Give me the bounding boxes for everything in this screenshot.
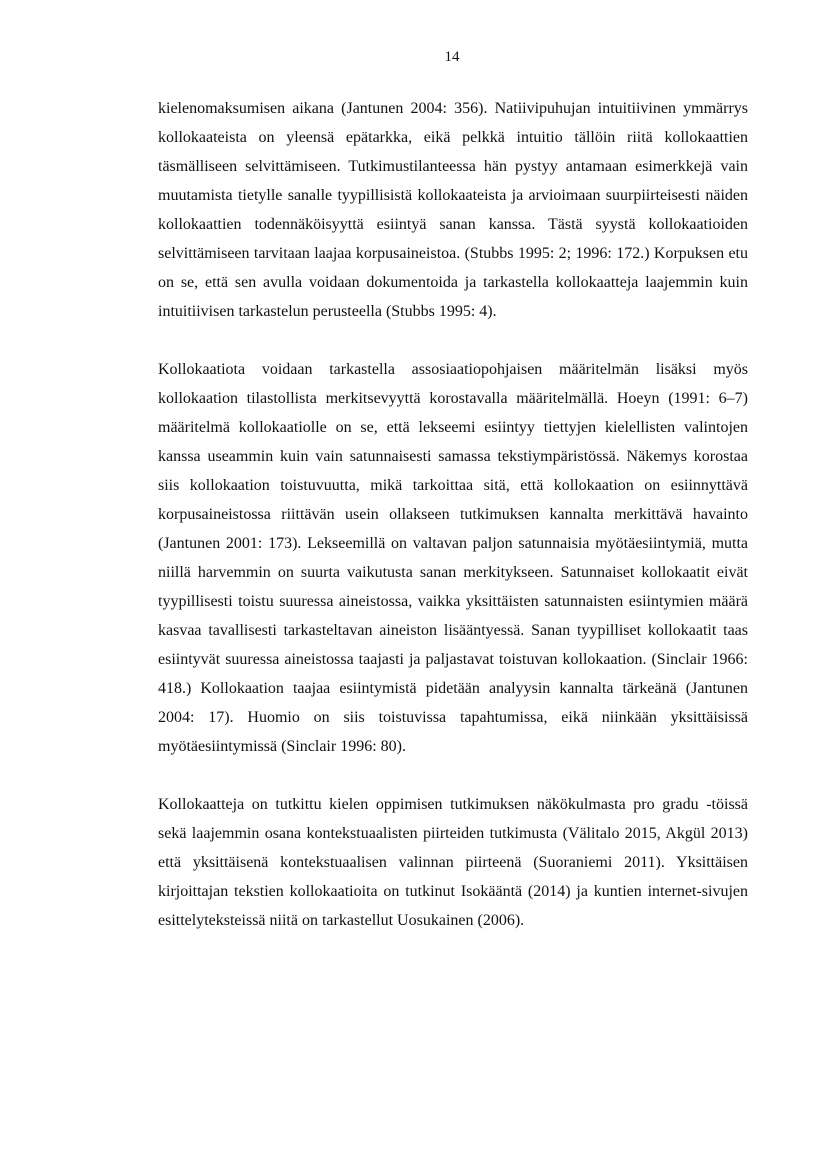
body-text [158, 94, 748, 964]
paragraph-2: Kollokaatiota voidaan tarkastella assosiaatiopohjaisen määritelmän lisäksi myös kollokaation tilastollista merkitsevyyttä korostavalla määritelmällä. Hoeyn (1991: 6–7) määritelmä kollokaatiolle on se, että lekseemi esiintyy tiettyjen kielellisten valintojen kanssa useammin kuin vain satunnaisesti samassa tekstiympäristössä. Näkemys korostaa siis kollokaation toistuvuutta, mikä tarkoittaa sitä, että kollokaation on esiinnyttävä korpusaineistossa riittävän usein ollakseen tutkimuksen kannalta merkittävä havainto (Jantunen 2001: 173). Lekseemillä on valtavan paljon satunnaisia myötäesiintymiä, mutta niillä harvemmin on suurta vaikutusta sanan merkitykseen. Satunnaiset kollokaatit eivät tyypillisesti toistu suuressa aineistossa, vaikka yksittäisten satunnaisten esiintymien määrä kasvaa tavallisesti tarkasteltavan aineiston lisääntyessä. Sanan tyypilliset kollokaatit taas esiintyvät suuressa aineistossa taajasti ja paljastavat toistuvan kollokaation. (Sinclair 1966: 418.) Kollokaation taajaa esiintymistä pidetään analyysin kannalta tärkeänä (Jantunen 2004: 17). Huomio on siis toistuvissa tapahtumissa, eikä niinkään yksittäisissä myötäesiintymissä (Sinclair 1996: 80). [158, 361, 748, 755]
paragraph-3: Kollokaatteja on tutkittu kielen oppimisen tutkimuksen näkökulmasta pro gradu -töissä sekä laajemmin osana kontekstuaalisten piirteiden tutkimusta (Välitalo 2015, Akgül 2013) että yksittäisenä kontekstuaalisen valinnan piirteenä (Suoraniemi 2011). Yksittäisen kirjoittajan tekstien kollokaatioita on tutkinut Isokääntä (2014) ja kuntien internet-sivujen esittelyteksteissä niitä on tarkastellut Uosukainen (2006). [158, 796, 748, 929]
page-number: 14 [444, 49, 460, 65]
paragraph-1: kielenomaksumisen aikana (Jantunen 2004: 356). Natiivipuhujan intuitiivinen ymmärrys kollokaateista on yleensä epätarkka, eikä pelkkä intuitio tällöin riitä kollokaattien täsmälliseen selvittämiseen. Tutkimustilanteessa hän pystyy antamaan esimerkkejä vain muutamista tietylle sanalle tyypillisistä kollokaateista ja arvioimaan suurpiirteisesti näiden kollokaattien todennäköisyyttä esiintyä sanan kanssa. Tästä syystä kollokaatioiden selvittämiseen tarvitaan laajaa korpusaineistoa. (Stubbs 1995: 2; 1996: 172.) Korpuksen etu on se, että sen avulla voidaan dokumentoida ja tarkastella kollokaatteja laajemmin kuin intuitiivisen tarkastelun perusteella (Stubbs 1995: 4). [158, 100, 748, 320]
